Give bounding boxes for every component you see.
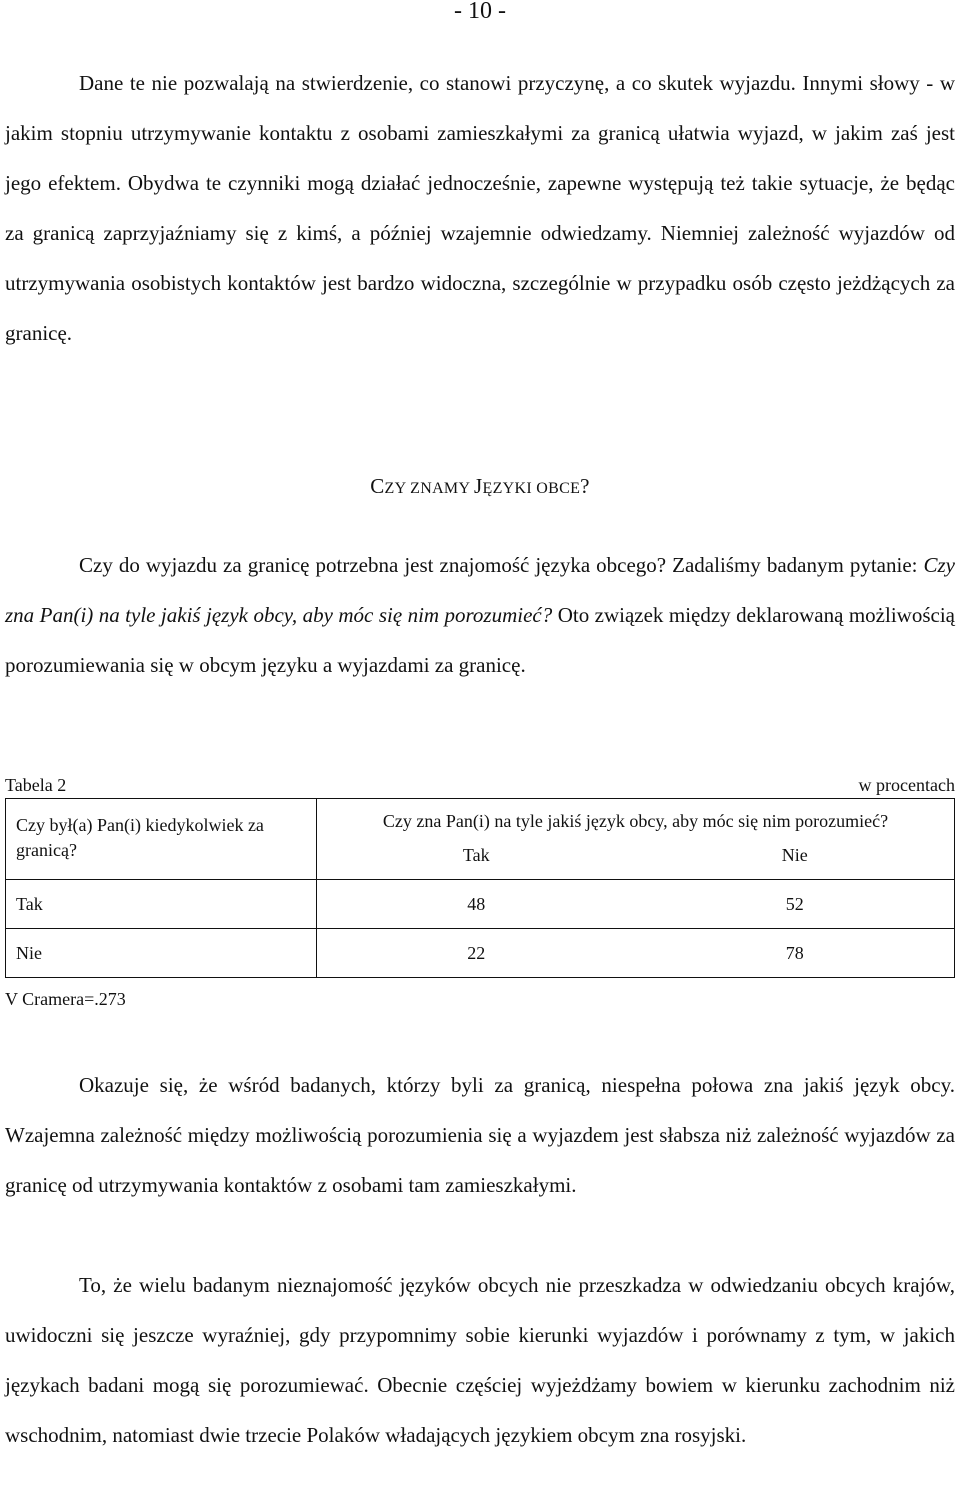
statistic-note: V Cramera=.273 — [5, 989, 126, 1009]
row-label: Nie — [6, 929, 317, 978]
table-row — [6, 929, 955, 978]
column-header-tak: Tak — [462, 845, 490, 865]
heading-part: ZY — [384, 480, 411, 497]
page-number: - 10 - — [454, 0, 506, 24]
column-subheaders — [317, 839, 954, 879]
cell-value: 52 — [785, 894, 804, 914]
row-values — [317, 929, 955, 978]
heading-part: OBCE — [536, 480, 581, 497]
paragraph-results-text: Okazuje się, że wśród badanych, którzy byli za granicą, niespełna połowa zna jakiś język obcy. Wzajemna zależność między możliwością porozumienia się a wyjazdem jest słabsza niż zależność wyjazdów za granicę od utrzymywania kontaktów z osobami tam zamieszkałymi. — [5, 1073, 955, 1197]
table-unit: w procentach — [858, 775, 955, 795]
paragraph-results — [5, 1060, 955, 1210]
heading-letter: J — [474, 474, 483, 498]
column-group-title: Czy zna Pan(i) na tyle jakiś język obcy, aby móc się nim porozumieć? — [382, 811, 889, 831]
paragraph-contacts — [5, 58, 955, 358]
table-column-group — [317, 799, 955, 880]
section-heading — [0, 464, 960, 511]
paragraph-directions — [5, 1260, 955, 1460]
heading-part: ĘZYKI — [482, 480, 537, 497]
paragraph-languages-question: Czy zna Pan(i) na tyle jakiś język obcy, aby móc się nim porozumieć? — [5, 553, 955, 627]
cell-value: 48 — [467, 894, 486, 914]
data-table — [5, 798, 955, 978]
paragraph-contacts-text: Dane te nie pozwalają na stwierdzenie, co stanowi przyczynę, a co skutek wyjazdu. Innymi słowy - w jakim stopniu utrzymywanie kontaktu z osobami zamieszkałymi za granicą ułatwia wyjazd, w jakim zaś jest jego efektem. Obydwa te czynniki mogą działać jednocześnie, zapewne występują też takie sytuacje, że będąc za granicą zaprzyjaźniamy się z kimś, a później wzajemnie odwiedzamy. Niemniej zależność wyjazdów od utrzymywania osobistych kontaktów jest bardzo widoczna, szczególnie w przypadku osób często jeżdżących za granicę. — [5, 71, 955, 345]
column-header-nie: Nie — [781, 845, 808, 865]
row-label: Tak — [6, 880, 317, 929]
paragraph-languages — [5, 540, 955, 690]
paragraph-directions-text: To, że wielu badanym nieznajomość języków obcych nie przeszkadza w odwiedzaniu obcych krajów, uwidoczni się jeszcze wyraźniej, gdy przypomnimy sobie kierunki wyjazdów i porównamy z tym, w jakich językach badani mogą się porozumiewać. Obecnie częściej wyjeżdżamy bowiem w kierunku zachodnim niż wschodnim, natomiast dwie trzecie Polaków władających językiem obcym zna rosyjski. — [5, 1273, 955, 1447]
heading-letter: ? — [580, 474, 590, 498]
cell-value: 22 — [467, 943, 486, 963]
row-values — [317, 880, 955, 929]
paragraph-languages-after: Oto związek między deklarowaną możliwością porozumiewania się w obcym języku a wyjazdami za granicę. — [5, 603, 955, 677]
heading-part: ZNAMY — [410, 480, 475, 497]
paragraph-languages-before: Czy do wyjazdu za granicę potrzebna jest znajomość języka obcego? Zadaliśmy badanym pytanie: — [79, 553, 924, 577]
cell-value: 78 — [785, 943, 804, 963]
heading-letter: C — [370, 474, 385, 498]
table-caption: Tabela 2 — [5, 775, 67, 795]
table-row-header: Czy był(a) Pan(i) kiedykolwiek za granicą? — [6, 799, 317, 880]
table-row — [6, 880, 955, 929]
table-header-row — [6, 799, 955, 880]
